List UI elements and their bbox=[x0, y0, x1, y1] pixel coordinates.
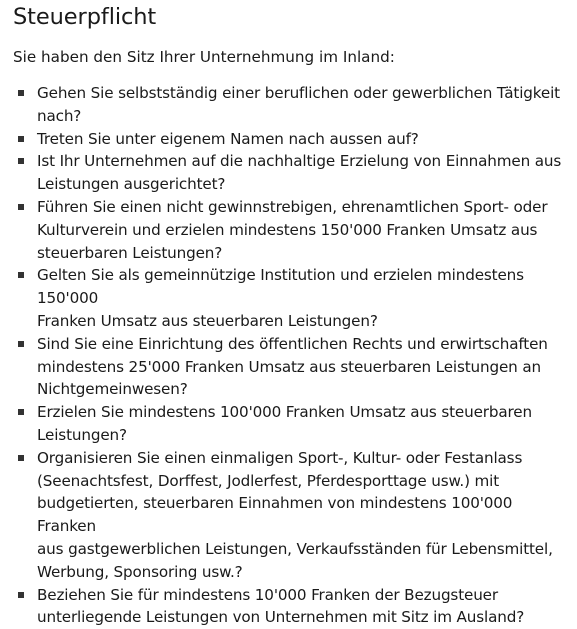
list-item bbox=[13, 401, 569, 447]
square-bullet-icon bbox=[18, 592, 24, 598]
list-item bbox=[13, 150, 569, 196]
list-item bbox=[13, 264, 569, 332]
intro-text: Sie haben den Sitz Ihrer Unternehmung im Inland: bbox=[13, 48, 395, 66]
list-item bbox=[13, 196, 569, 264]
list-item-text: Organisieren Sie einen einmaligen Sport-, Kultur- oder Festanlass (Seenachtsfest, Dorffest, Jodlerfest, Pferdesporttage usw.) mit budgetierten, steuerbaren Einnahmen von mindestens 100'000 Franken aus gastgewerblichen Leistungen, Verkaufsständen für Lebensmittel, Werbung, Sponsoring usw.? bbox=[37, 448, 553, 581]
list-item-text: Ist Ihr Unternehmen auf die nachhaltige Erzielung von Einnahmen aus Leistungen ausgerichtet? bbox=[37, 152, 562, 194]
square-bullet-icon bbox=[18, 341, 24, 347]
list-item-text: Gehen Sie selbstständig einer beruflichen oder gewerblichen Tätigkeit nach? bbox=[37, 84, 560, 125]
criteria-list bbox=[13, 82, 569, 629]
square-bullet-icon bbox=[18, 409, 24, 415]
list-item bbox=[13, 333, 569, 401]
list-item-text: Treten Sie unter eigenem Namen nach aussen auf? bbox=[37, 129, 419, 148]
square-bullet-icon bbox=[18, 455, 24, 461]
list-item-text: Erzielen Sie mindestens 100'000 Franken Umsatz aus steuerbaren Leistungen? bbox=[37, 403, 532, 444]
square-bullet-icon bbox=[18, 204, 24, 210]
list-item-text: Führen Sie einen nicht gewinnstrebigen, ehrenamtlichen Sport- oder Kulturverein und erzielen mindestens 150'000 Franken Umsatz aus steuerbaren Leistungen? bbox=[37, 197, 548, 262]
list-item bbox=[13, 584, 569, 629]
list-item-text: Beziehen Sie für mindestens 10'000 Franken der Bezugsteuer unterliegende Leistungen von Unternehmen mit Sitz im Ausland? bbox=[37, 585, 525, 627]
list-item-text: Gelten Sie als gemeinnützige Institution und erzielen mindestens 150'000 Franken Umsatz aus steuerbaren Leistungen? bbox=[37, 266, 524, 330]
list-item bbox=[13, 128, 569, 151]
square-bullet-icon bbox=[18, 272, 24, 278]
square-bullet-icon bbox=[18, 136, 24, 142]
list-item bbox=[13, 447, 569, 584]
page-title: Steuerpflicht bbox=[13, 4, 157, 30]
square-bullet-icon bbox=[18, 90, 24, 96]
list-item-text: Sind Sie eine Einrichtung des öffentlichen Rechts und erwirtschaften mindestens 25'000 Franken Umsatz aus steuerbaren Leistungen an Nichtgemeinwesen? bbox=[37, 334, 548, 399]
square-bullet-icon bbox=[18, 158, 24, 164]
list-item bbox=[13, 82, 569, 128]
